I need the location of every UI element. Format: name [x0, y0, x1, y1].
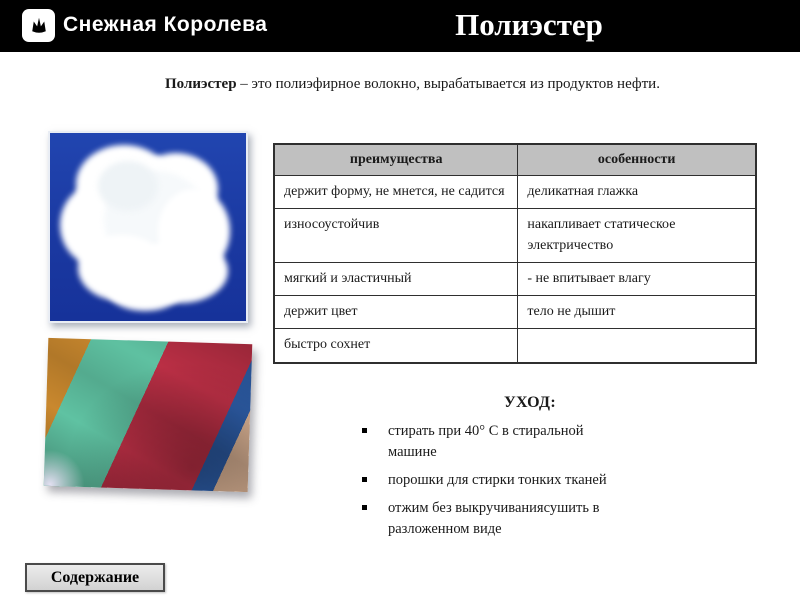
list-item	[362, 421, 634, 463]
intro-term: Полиэстер	[165, 76, 237, 92]
list-item	[362, 498, 634, 540]
brand-logo	[22, 9, 55, 42]
crown-icon	[27, 14, 51, 38]
bullet-square-icon	[362, 477, 367, 482]
table-header-advantages: преимущества	[274, 144, 518, 176]
brand-name: Снежная Королева	[63, 13, 268, 36]
intro-text	[165, 76, 660, 93]
header-bar	[0, 0, 800, 52]
fiber-puff	[108, 271, 182, 311]
table-cell: накапливает статическое электричество	[518, 209, 756, 263]
list-item	[362, 470, 634, 491]
bullet-square-icon	[362, 428, 367, 433]
care-title: УХОД:	[504, 394, 556, 411]
contents-button[interactable]: Содержание	[25, 563, 165, 592]
table-cell: - не впитывает влагу	[518, 262, 756, 295]
table-cell: держит форму, не мнется, не садится	[274, 176, 518, 209]
table-cell	[518, 329, 756, 363]
table-row	[274, 329, 756, 363]
care-item-text: порошки для стирки тонких тканей	[388, 472, 607, 489]
table-cell: деликатная глажка	[518, 176, 756, 209]
intro-definition: – это полиэфирное волокно, вырабатывается из продуктов нефти.	[236, 76, 660, 92]
fiber-puff	[98, 161, 158, 211]
table-header-features: особенности	[518, 144, 756, 176]
fiber-photo	[48, 131, 248, 323]
care-item-text: стирать при 40° С в стиральной машине	[388, 423, 584, 461]
table-cell: держит цвет	[274, 296, 518, 329]
page-title: Полиэстер	[455, 7, 603, 42]
fabric-folds	[44, 338, 253, 492]
table-cell: быстро сохнет	[274, 329, 518, 363]
table-cell: износоустойчив	[274, 209, 518, 263]
fabric-photo	[44, 338, 253, 492]
care-item-text: отжим без выкручиваниясушить в разложенном виде	[388, 500, 600, 538]
properties-table	[273, 143, 757, 364]
care-section	[300, 394, 760, 547]
table-row	[274, 296, 756, 329]
table-row	[274, 176, 756, 209]
bullet-square-icon	[362, 505, 367, 510]
table-row	[274, 209, 756, 263]
table-header-row	[274, 144, 756, 176]
table-cell: тело не дышит	[518, 296, 756, 329]
table-cell: мягкий и эластичный	[274, 262, 518, 295]
table-row	[274, 262, 756, 295]
care-list	[362, 421, 634, 540]
